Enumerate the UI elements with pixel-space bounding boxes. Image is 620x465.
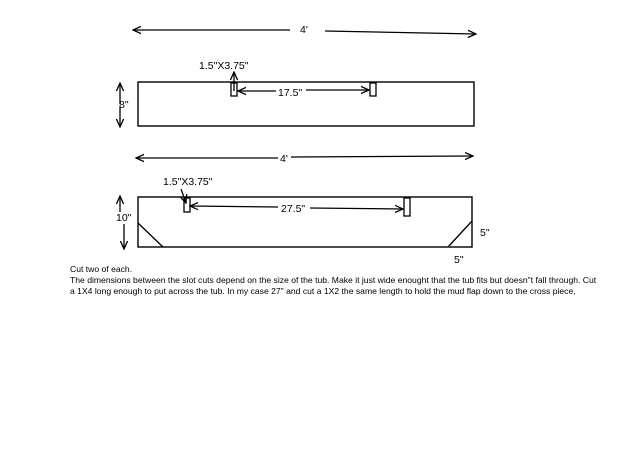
bottom-height-label: 10" bbox=[116, 212, 132, 224]
bottom-board-group bbox=[116, 153, 490, 266]
bottom-spacing-arrow-left bbox=[190, 206, 278, 207]
bottom-spacing-label: 27.5" bbox=[281, 203, 306, 215]
bottom-spacing-arrow-right bbox=[310, 208, 403, 209]
top-slot-label: 1.5"X3.75" bbox=[199, 60, 249, 72]
bottom-width-arrow-right bbox=[291, 156, 473, 157]
instructions-text bbox=[70, 264, 600, 298]
bottom-slot-label: 1.5"X3.75" bbox=[163, 176, 213, 188]
bottom-width-label: 4' bbox=[280, 153, 288, 165]
top-board bbox=[138, 82, 474, 126]
top-slot-right bbox=[370, 83, 376, 96]
top-width-label: 4' bbox=[300, 24, 308, 36]
bottom-corner-horizontal-label: 5" bbox=[454, 254, 464, 266]
bottom-slot-right bbox=[404, 198, 410, 216]
top-spacing-label: 17.5" bbox=[278, 87, 303, 99]
instructions-line-1: Cut two of each. bbox=[70, 264, 133, 274]
top-width-arrow-right bbox=[325, 31, 476, 34]
instructions-line-2: The dimensions between the slot cuts depend on the size of the tub. Make it just wide enought that the tub fits but doesn"t fall through. Cut a 1X4 long enough to put across the tub. In my case 27" and cut a 1X2 the same length to hold the mud flap down to the cross piece, bbox=[70, 275, 597, 297]
top-board-group bbox=[119, 24, 476, 127]
bottom-corner-cut-left bbox=[138, 223, 163, 247]
top-height-label: 8" bbox=[119, 99, 129, 111]
bottom-corner-cut-right bbox=[448, 221, 472, 247]
bottom-corner-vertical-label: 5" bbox=[480, 227, 490, 239]
